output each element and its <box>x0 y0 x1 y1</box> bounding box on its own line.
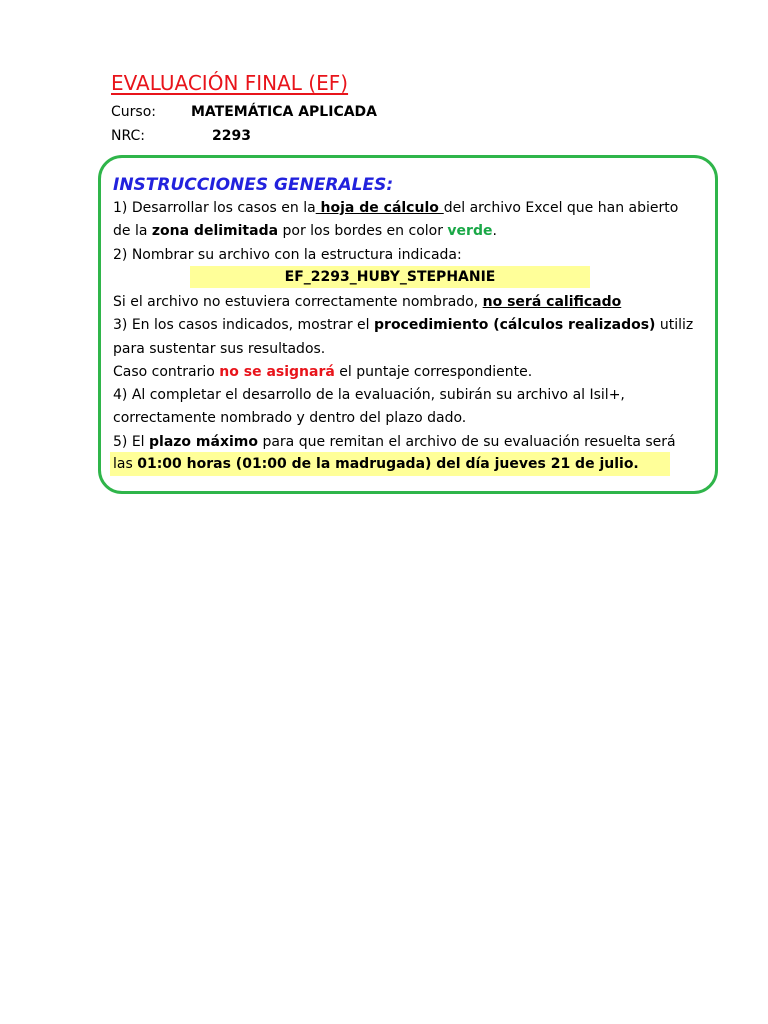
instruction-2-line-1: 2) Nombrar su archivo con la estructura indicada: <box>113 247 462 263</box>
instruction-1-zone: zona delimitada <box>151 223 279 239</box>
course-value: MATEMÁTICA APLICADA <box>191 104 378 120</box>
instruction-1-text-2: de la <box>113 223 152 239</box>
nrc-label: NRC: <box>111 128 145 144</box>
instruction-5-line-1 <box>113 432 676 452</box>
instruction-2-text: Si el archivo no estuviera correctamente nombrado, <box>113 294 483 310</box>
instruction-3-line-2: para sustentar sus resultados. <box>113 341 326 357</box>
filename-highlight: EF_2293_HUBY_STEPHANIE <box>190 266 590 288</box>
instruction-3-warning: no se asignará <box>219 364 335 380</box>
instructions-heading: INSTRUCCIONES GENERALES: <box>113 175 394 195</box>
instruction-1-line-2 <box>113 221 497 241</box>
page-title: EVALUACIÓN FINAL (EF) <box>111 71 349 95</box>
instruction-5-text-end: para que remitan el archivo de su evaluación resuelta será <box>258 434 676 450</box>
instruction-4-line-2: correctamente nombrado y dentro del plazo dado. <box>113 410 467 426</box>
instruction-4-line-1: 4) Al completar el desarrollo de la evaluación, subirán su archivo al Isil+, <box>113 387 625 403</box>
instruction-3-line-1 <box>113 315 693 335</box>
instruction-1-text-end: del archivo Excel que han abierto <box>443 200 679 216</box>
instruction-5-emphasis: plazo máximo <box>149 434 258 450</box>
deadline-text: 01:00 horas (01:00 de la madrugada) del día jueves 21 de julio. <box>137 456 639 472</box>
instruction-3-text-2: Caso contrario <box>113 364 220 380</box>
instruction-3-emphasis: procedimiento (cálculos realizados) <box>374 317 656 333</box>
instruction-3-text-end: utiliz <box>655 317 694 333</box>
instruction-1-text: 1) Desarrollar los casos en la <box>113 200 316 216</box>
course-label: Curso: <box>111 104 156 120</box>
instruction-2-warning: no será calificado <box>482 294 622 310</box>
instruction-3-text: 3) En los casos indicados, mostrar el <box>113 317 375 333</box>
nrc-value: 2293 <box>212 128 251 144</box>
instruction-1-emphasis: hoja de cálculo <box>315 200 444 216</box>
instruction-1-green-word: verde <box>447 223 493 239</box>
instruction-3-line-3 <box>113 362 532 382</box>
instruction-1-text-3: por los bordes en color <box>278 223 448 239</box>
instruction-1-period: . <box>492 223 497 239</box>
instruction-1-line-1 <box>113 198 678 218</box>
instruction-5-text: 5) El <box>113 434 150 450</box>
instruction-5-text-2: las <box>113 456 138 472</box>
instruction-3-text-3: el puntaje correspondiente. <box>334 364 533 380</box>
instruction-2-line-2 <box>113 292 621 312</box>
instructions-content <box>0 0 694 500</box>
instruction-5-line-2 <box>113 454 639 474</box>
